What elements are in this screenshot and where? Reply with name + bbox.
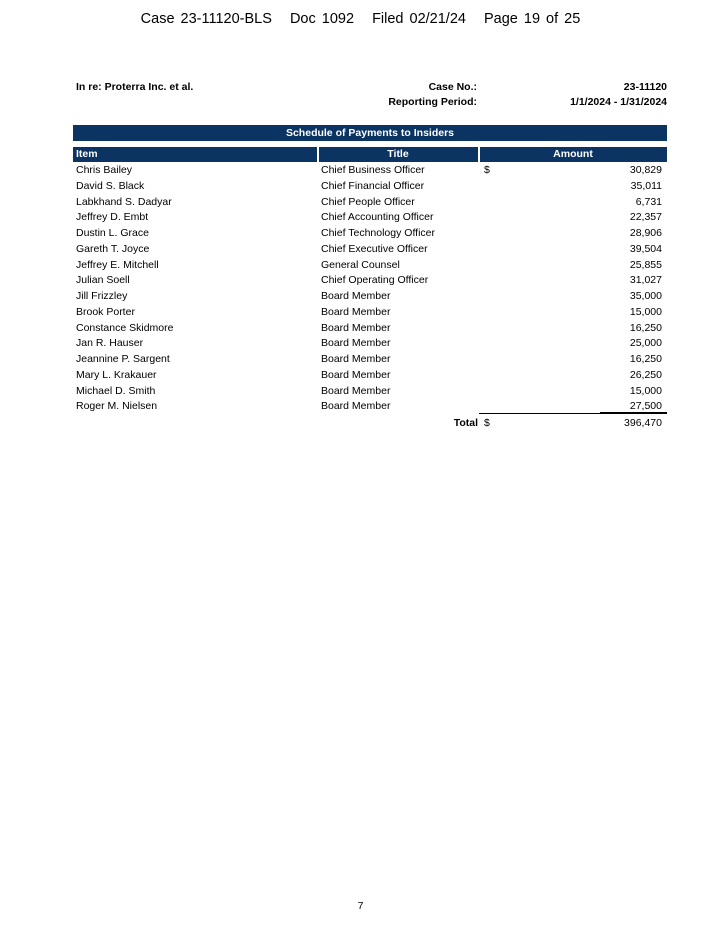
table-row — [73, 258, 667, 274]
schedule-title: Schedule of Payments to Insiders — [73, 125, 667, 141]
total-currency-symbol: $ — [484, 417, 490, 429]
row-item: Jeffrey D. Embt — [76, 211, 149, 224]
insider-payments-table — [73, 163, 667, 415]
row-amount: 15,000 — [629, 305, 662, 318]
row-amount: 28,906 — [629, 227, 662, 239]
row-item: Jill Frizzley — [76, 290, 128, 302]
table-header-row — [73, 147, 667, 162]
row-item: Dustin L. Grace — [76, 227, 149, 239]
reporting-period-label: Reporting Period: — [388, 96, 477, 108]
row-item: Jeffrey E. Mitchell — [76, 258, 159, 271]
table-row — [73, 195, 667, 211]
table-row — [73, 179, 667, 195]
row-title: Board Member — [321, 290, 391, 302]
table-row — [73, 273, 667, 289]
total-label: Total — [453, 417, 478, 429]
case-number-stamp: Case 23-11120-BLS — [140, 11, 272, 27]
row-amount: 6,731 — [635, 195, 662, 208]
row-amount: 16,250 — [629, 353, 662, 365]
row-item: Jeannine P. Sargent — [76, 353, 170, 365]
row-item: Julian Soell — [76, 274, 130, 287]
row-title: Chief People Officer — [321, 195, 415, 208]
row-title: Board Member — [321, 353, 391, 365]
doc-number-stamp: Doc 1092 — [289, 11, 355, 27]
row-amount: 25,000 — [629, 337, 662, 350]
row-title: Board Member — [321, 337, 391, 350]
row-item: Michael D. Smith — [76, 384, 156, 397]
row-title: Chief Executive Officer — [321, 242, 428, 255]
row-title: General Counsel — [321, 258, 400, 271]
row-title: Board Member — [321, 400, 391, 413]
table-row — [73, 242, 667, 258]
table-row — [73, 289, 667, 305]
table-row — [73, 384, 667, 400]
row-item: Jan R. Hauser — [76, 337, 144, 350]
row-item: Chris Bailey — [76, 164, 133, 176]
row-title: Chief Financial Officer — [321, 179, 425, 192]
column-header-amount: Amount — [553, 148, 593, 160]
row-amount: 25,855 — [629, 258, 662, 271]
row-amount: 15,000 — [629, 384, 662, 397]
table-row — [73, 305, 667, 321]
column-header-item: Item — [76, 148, 98, 160]
column-header-title: Title — [387, 148, 409, 160]
row-item: Brook Porter — [76, 305, 135, 318]
reporting-period-value: 1/1/2024 - 1/31/2024 — [570, 96, 667, 108]
row-amount: 30,829 — [629, 164, 662, 176]
row-title: Board Member — [321, 368, 391, 381]
row-title: Board Member — [321, 305, 391, 318]
row-item: Roger M. Nielsen — [76, 400, 158, 413]
row-title: Chief Business Officer — [321, 164, 425, 176]
row-title: Chief Accounting Officer — [321, 211, 434, 224]
table-row — [73, 163, 667, 179]
row-title: Chief Operating Officer — [321, 274, 429, 287]
row-item: Gareth T. Joyce — [76, 242, 150, 255]
row-amount: 35,011 — [630, 179, 662, 192]
row-amount: 27,500 — [629, 400, 662, 413]
filed-date-stamp: Filed 02/21/24 — [372, 11, 466, 27]
page-number: 7 — [357, 900, 364, 912]
row-amount: 31,027 — [629, 274, 662, 287]
row-item: Constance Skidmore — [76, 321, 174, 334]
row-item: Mary L. Krakauer — [76, 368, 157, 381]
case-no-value: 23-11120 — [623, 81, 667, 93]
table-row — [73, 321, 667, 337]
table-row — [73, 226, 667, 242]
row-item: Labkhand S. Dadyar — [76, 195, 172, 208]
table-row — [73, 352, 667, 368]
row-amount: 35,000 — [629, 290, 662, 302]
page-of-stamp: Page 19 of 25 — [484, 11, 581, 27]
row-item: David S. Black — [76, 179, 145, 192]
row-title: Board Member — [321, 321, 391, 334]
row-title: Chief Technology Officer — [321, 227, 436, 239]
in-re-caption: In re: Proterra Inc. et al. — [76, 81, 194, 93]
row-amount: 22,357 — [629, 211, 662, 224]
table-row — [73, 210, 667, 226]
court-filing-header — [0, 11, 721, 27]
table-row — [73, 336, 667, 352]
total-row — [73, 415, 667, 431]
row-amount: 26,250 — [629, 368, 662, 381]
row-amount: 39,504 — [629, 242, 662, 255]
total-rule — [479, 413, 667, 414]
table-row — [73, 368, 667, 384]
total-amount: 396,470 — [624, 417, 662, 429]
row-title: Board Member — [321, 384, 391, 397]
row-amount: 16,250 — [629, 321, 662, 334]
case-no-label: Case No.: — [428, 81, 477, 93]
currency-symbol: $ — [484, 164, 490, 176]
